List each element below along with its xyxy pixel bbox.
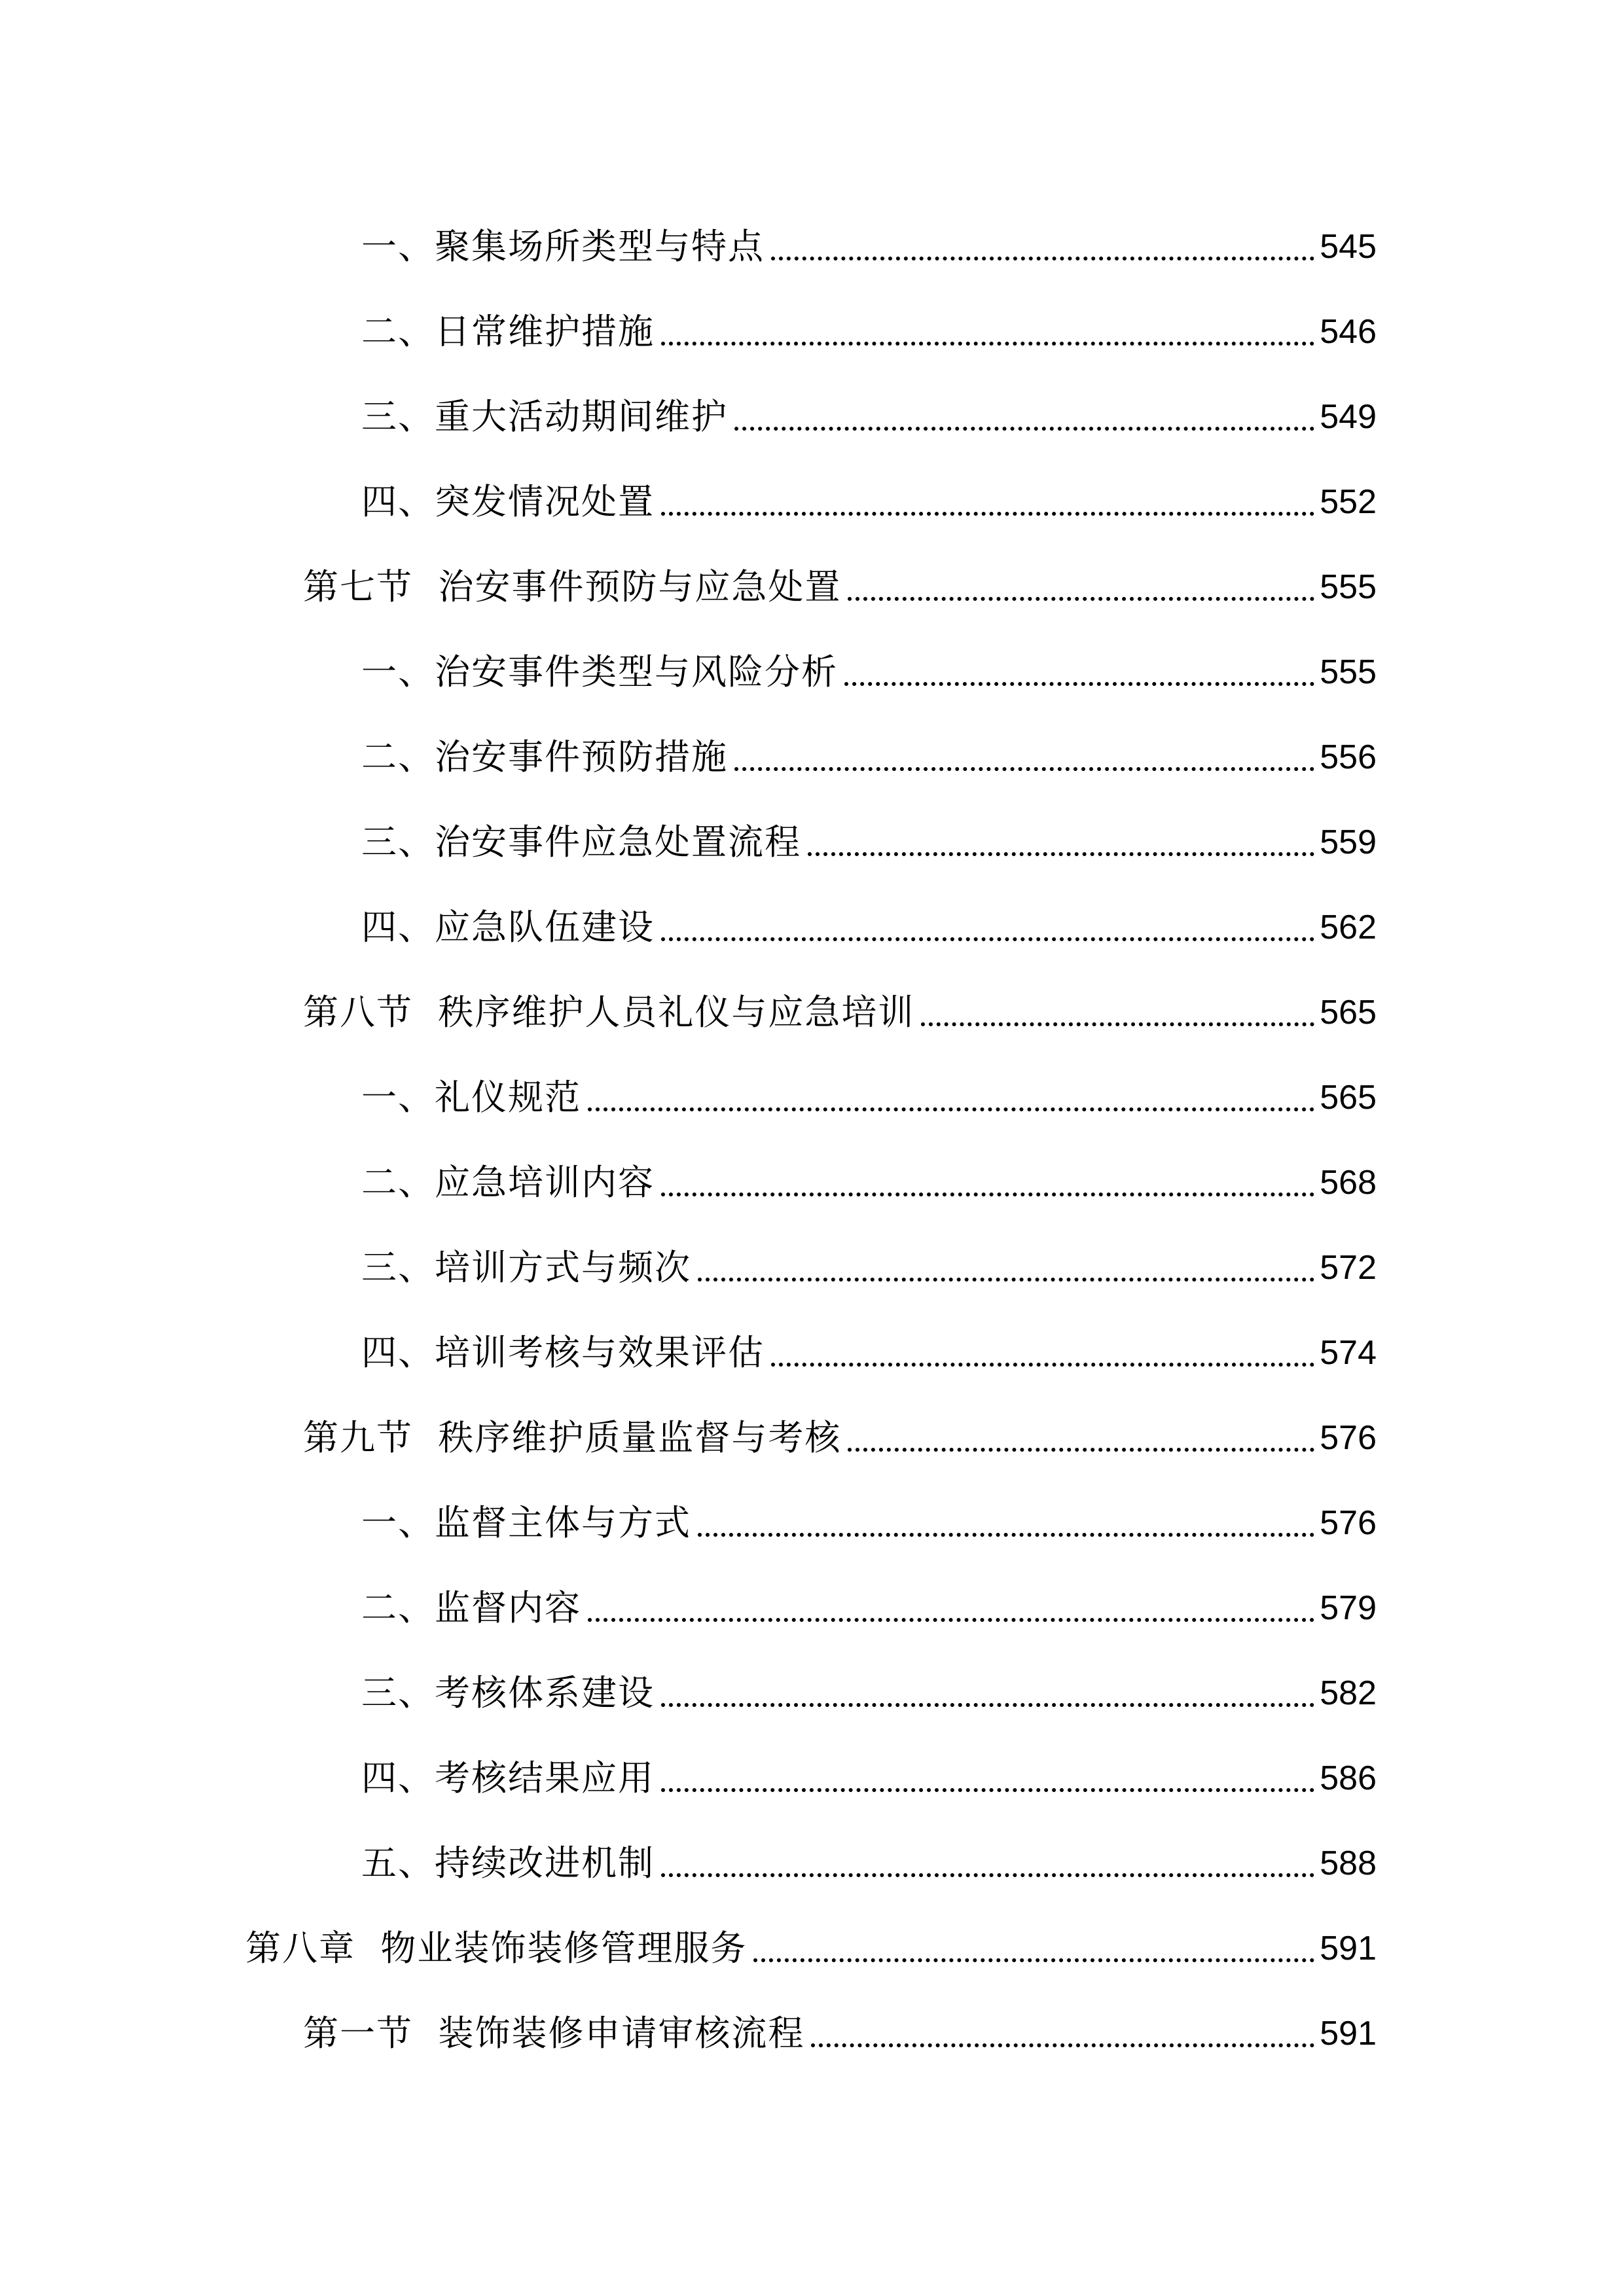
toc-entry-page-number: 555 [1320,653,1377,691]
toc-dot-leader [661,1193,1314,1196]
toc-entry-page-number: 586 [1320,1759,1377,1797]
toc-entry-page-number: 562 [1320,908,1377,946]
toc-entry[interactable] [0,289,1624,374]
toc-entry-page-number: 576 [1320,1419,1377,1457]
toc-entry-title: 五、持续改进机制 [361,1842,655,1884]
toc-entry-title: 三、培训方式与频次 [361,1247,691,1288]
toc-entry-page-number: 559 [1320,823,1377,861]
toc-entry-title: 一、治安事件类型与风险分析 [361,651,838,692]
toc-entry-page-number: 552 [1320,483,1377,521]
toc-entry-page-number: 572 [1320,1249,1377,1287]
toc-entry-page-number: 556 [1320,738,1377,776]
toc-entry[interactable] [0,630,1624,715]
toc-entry-page-number: 555 [1320,568,1377,606]
toc-entry-title: 一、监督主体与方式 [361,1502,691,1543]
toc-entry[interactable] [0,715,1624,800]
toc-dot-leader [771,1363,1314,1367]
toc-entry-title: 二、应急培训内容 [361,1162,655,1203]
toc-entry-page-number: 588 [1320,1844,1377,1882]
toc-dot-leader [771,257,1314,260]
toc-entry[interactable] [0,459,1624,545]
toc-dot-leader [848,1448,1314,1452]
toc-entry[interactable] [0,1310,1624,1395]
toc-entry-title: 第一节 装饰装修申请审核流程 [303,2013,805,2054]
toc-entry-title: 第八节 秩序维护人员礼仪与应急培训 [303,992,915,1033]
toc-entry-page-number: 582 [1320,1674,1377,1712]
toc-entry[interactable] [0,1991,1624,2076]
toc-entry-page-number: 579 [1320,1589,1377,1627]
toc-entry-title: 四、考核结果应用 [361,1757,655,1799]
toc-entry[interactable] [0,1566,1624,1651]
toc-entry-title: 四、突发情况处置 [361,481,655,522]
toc-entry-title: 第九节 秩序维护质量监督与考核 [303,1417,842,1458]
toc-entry[interactable] [0,1821,1624,1906]
toc-dot-leader [811,2043,1314,2047]
toc-dot-leader [588,1107,1314,1111]
toc-entry[interactable] [0,970,1624,1055]
toc-entry[interactable] [0,374,1624,459]
toc-entry-title: 二、日常维护措施 [361,311,655,352]
toc-entry[interactable] [0,545,1624,630]
toc-entry-title: 一、聚集场所类型与特点 [361,226,765,267]
toc-entry-page-number: 568 [1320,1164,1377,1202]
toc-dot-leader [661,1873,1314,1877]
toc-entry-title: 三、治安事件应急处置流程 [361,821,801,863]
toc-dot-leader [661,512,1314,516]
toc-entry[interactable] [0,1480,1624,1566]
toc-entry-title: 二、治安事件预防措施 [361,736,728,778]
toc-dot-leader [808,852,1314,856]
toc-entry[interactable] [0,1651,1624,1736]
toc-entry-title: 三、考核体系建设 [361,1672,655,1713]
toc-entry[interactable] [0,1140,1624,1225]
toc-entry-page-number: 574 [1320,1334,1377,1372]
toc-dot-leader [753,1958,1314,1962]
toc-entry-title: 三、重大活动期间维护 [361,396,728,437]
toc-entry-title: 四、培训考核与效果评估 [361,1332,765,1373]
toc-dot-leader [661,1788,1314,1792]
toc-dot-leader [848,597,1314,601]
toc-entry-title: 一、礼仪规范 [361,1077,581,1118]
toc-dot-leader [588,1618,1314,1622]
toc-dot-leader [661,1703,1314,1707]
toc-entry-page-number: 565 [1320,994,1377,1031]
toc-dot-leader [921,1022,1314,1026]
toc-dot-leader [734,767,1314,771]
toc-entry-title: 第七节 治安事件预防与应急处置 [303,566,842,607]
toc-entry-page-number: 591 [1320,1929,1377,1967]
toc-entry[interactable] [0,885,1624,970]
toc-dot-leader [661,937,1314,941]
toc-entry[interactable] [0,1736,1624,1821]
toc-entry-title: 二、监督内容 [361,1587,581,1628]
toc-dot-leader [734,427,1314,431]
toc-entry[interactable] [0,1906,1624,1991]
toc-entry-page-number: 546 [1320,313,1377,351]
toc-entry-title: 第八章 物业装饰装修管理服务 [245,1928,748,1969]
toc-dot-leader [698,1278,1314,1282]
toc-dot-leader [844,682,1314,686]
toc-entry[interactable] [0,204,1624,289]
toc-entry-page-number: 545 [1320,228,1377,266]
toc-dot-leader [661,342,1314,346]
toc-entry-page-number: 565 [1320,1079,1377,1117]
toc-entry[interactable] [0,1055,1624,1140]
toc-entry-page-number: 576 [1320,1504,1377,1542]
toc-entry-title: 四、应急队伍建设 [361,906,655,948]
toc-entry[interactable] [0,800,1624,885]
toc-entry-page-number: 591 [1320,2015,1377,2053]
toc-entry[interactable] [0,1395,1624,1480]
table-of-contents [0,204,1624,2076]
toc-entry-page-number: 549 [1320,398,1377,436]
toc-entry[interactable] [0,1225,1624,1310]
toc-dot-leader [698,1533,1314,1537]
